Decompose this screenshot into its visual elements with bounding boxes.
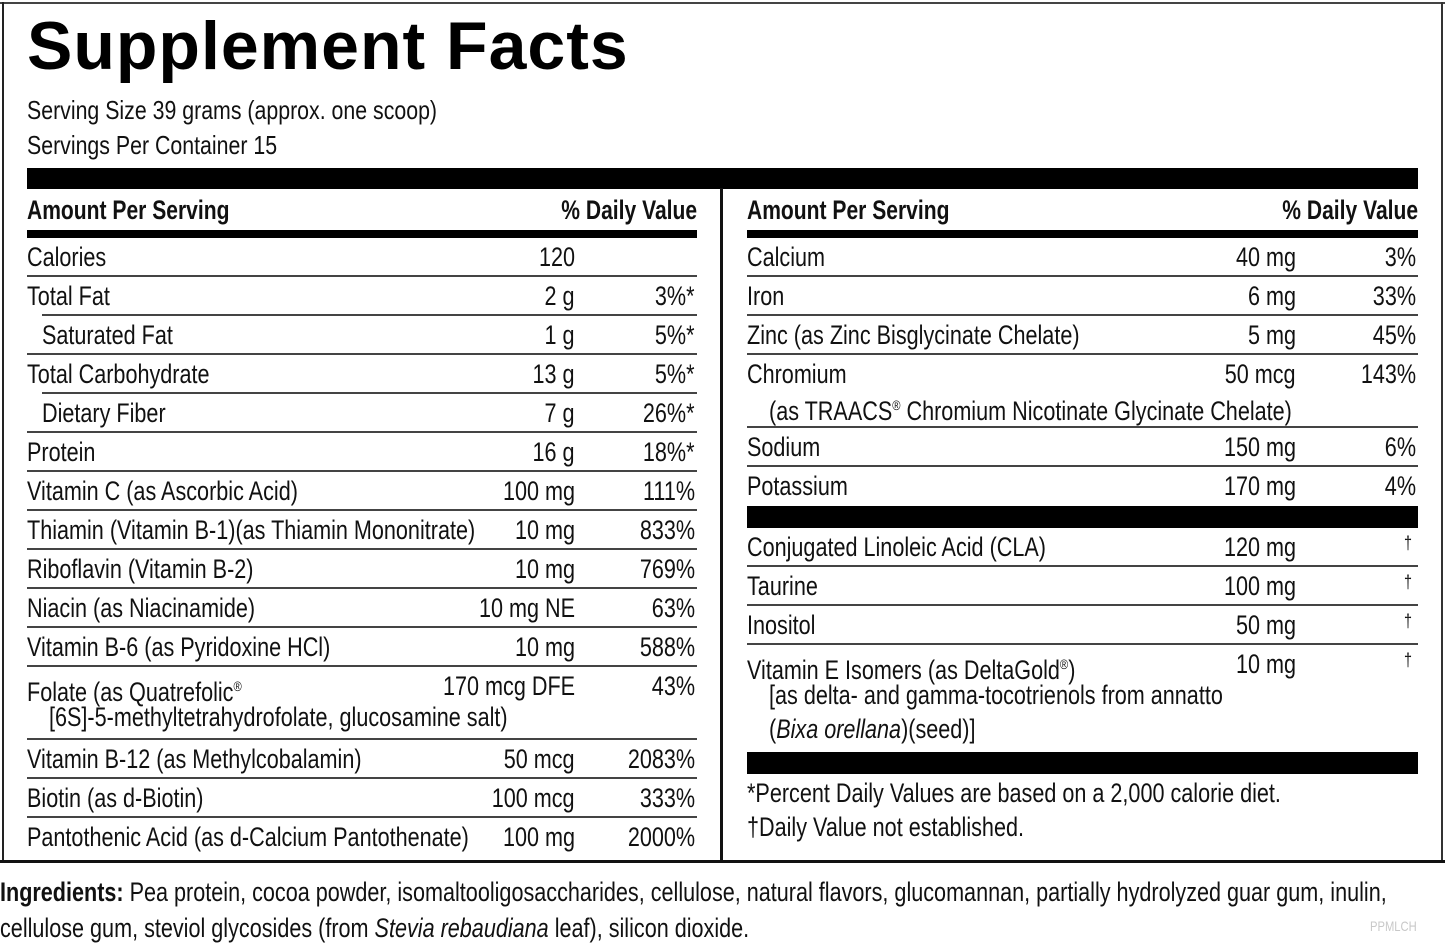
ingredients-statement: [0, 874, 1387, 946]
column-divider: [720, 188, 723, 860]
nutrient-row: [27, 511, 697, 550]
nutrient-row: [747, 277, 1418, 316]
nutrient-daily-value: 26%*: [643, 398, 695, 428]
nutrient-name-close: ): [1068, 655, 1076, 685]
nutrient-amount: 10 mg: [514, 632, 575, 662]
nutrient-daily-value: 45%: [1372, 320, 1416, 350]
nutrient-row: [27, 628, 697, 667]
header-rule: [27, 230, 697, 238]
frame-bottom-border: [0, 860, 1445, 863]
nutrient-name: [747, 606, 815, 644]
nutrient-row: [747, 316, 1418, 355]
frame-left-border: [2, 2, 4, 863]
nutrient-name-text: Saturated Fat: [42, 320, 173, 350]
nutrient-daily-value: 588%: [639, 632, 695, 662]
left-nutrient-list: [27, 238, 697, 857]
nutrient-row: [27, 277, 697, 316]
nutrient-daily-value: 143%: [1360, 359, 1416, 389]
ingredients-line-2: cellulose gum, steviol glycosides (from: [0, 913, 375, 943]
nutrient-name: [747, 316, 1080, 354]
nutrient-row: [747, 528, 1418, 567]
nutrient-row: [27, 667, 697, 740]
nutrient-name-text: Conjugated Linoleic Acid (CLA): [747, 532, 1046, 562]
nutrient-name-text: Folate (as Quatrefolic: [27, 677, 234, 707]
nutrient-name: [747, 238, 825, 276]
nutrient-row: [27, 472, 697, 511]
nutrient-name-text: Vitamin B-6 (as Pyridoxine HCl): [27, 632, 331, 662]
nutrient-row: [747, 355, 1418, 428]
nutrient-name: [27, 355, 210, 393]
nutrient-amount: 150 mg: [1223, 432, 1296, 462]
nutrient-amount: 10 mg NE: [478, 593, 575, 623]
registered-mark: ®: [1059, 656, 1069, 672]
nutrient-name: [747, 467, 848, 505]
header-thick-bar: [27, 168, 1418, 189]
footnote-dv-not-established: †Daily Value not established.: [747, 812, 1024, 842]
nutrient-name: [42, 394, 166, 432]
ingredients-line-2-end: leaf), silicon dioxide.: [548, 913, 750, 943]
nutrient-name: [27, 818, 469, 856]
nutrient-name: [27, 238, 106, 276]
nutrient-name: [27, 779, 203, 817]
nutrient-daily-value: 3%*: [655, 281, 695, 311]
nutrient-name-text: Thiamin (Vitamin B-1)(as Thiamin Mononitrate): [27, 515, 476, 545]
nutrient-name: [747, 277, 784, 315]
nutrient-name: [27, 550, 253, 588]
nutrient-row: [27, 394, 697, 433]
nutrient-name-text: Inositol: [747, 610, 816, 640]
nutrient-amount: 100 mg: [502, 822, 575, 852]
nutrient-name-detail-text: Chromium Nicotinate Glycinate Chelate): [900, 396, 1292, 426]
nutrient-daily-value: 2083%: [627, 744, 695, 774]
nutrient-name: [747, 355, 847, 393]
nutrient-amount: 170 mcg DFE: [442, 671, 575, 701]
nutrient-name-text: Iron: [747, 281, 785, 311]
left-column-header: [27, 190, 697, 230]
nutrient-amount: 50 mg: [1235, 610, 1296, 640]
nutrient-row: [27, 550, 697, 589]
nutrient-name: [27, 433, 95, 471]
nutrient-name-detail: [6S]-5-methyltetrahydrofolate, glucosamine salt): [49, 702, 508, 732]
nutrient-name: [27, 277, 110, 315]
footnote-percent-dv: *Percent Daily Values are based on a 2,000 calorie diet.: [747, 778, 1281, 808]
frame-top-border: [0, 2, 1445, 4]
nutrient-name-text: Calcium: [747, 242, 826, 272]
nutrient-row: [27, 818, 697, 857]
nutrient-row: [747, 645, 1418, 752]
nutrient-name: [42, 316, 173, 354]
nutrient-amount: 10 mg: [514, 515, 575, 545]
daily-value-label: % Daily Value: [561, 194, 697, 225]
nutrient-name-text: Pantothenic Acid (as d-Calcium Pantothenate): [27, 822, 469, 852]
nutrient-daily-value: †: [1403, 611, 1412, 631]
nutrient-row: [27, 589, 697, 628]
ingredients-label: Ingredients:: [0, 877, 124, 907]
nutrient-name-text: Chromium: [747, 359, 847, 389]
servings-per-container: Servings Per Container 15: [27, 130, 278, 160]
nutrient-name: [27, 740, 362, 778]
nutrient-name-text: Taurine: [747, 571, 818, 601]
nutrient-amount: 6 mg: [1247, 281, 1296, 311]
nutrient-name-text: Vitamin C (as Ascorbic Acid): [27, 476, 298, 506]
nutrient-daily-value: 769%: [639, 554, 695, 584]
nutrient-daily-value: 333%: [639, 783, 695, 813]
nutrient-row: [27, 316, 697, 355]
page-title: Supplement Facts: [27, 8, 629, 84]
nutrient-name-text: Vitamin B-12 (as Methylcobalamin): [27, 744, 362, 774]
nutrient-amount: 100 mg: [1223, 571, 1296, 601]
frame-right-border: [1441, 2, 1443, 863]
nutrient-name-source: [769, 713, 976, 745]
nutrient-name: [747, 528, 1046, 566]
nutrient-amount: 1 g: [544, 320, 575, 350]
registered-mark: ®: [892, 397, 901, 413]
nutrient-daily-value: 5%*: [655, 359, 695, 389]
nutrient-name-text: Riboflavin (Vitamin B-2): [27, 554, 254, 584]
nutrient-amount: 120: [538, 242, 575, 272]
nutrient-name: [27, 472, 298, 510]
nutrient-row: [27, 238, 697, 277]
right-nutrient-list: [747, 238, 1418, 506]
nutrient-amount: 100 mg: [502, 476, 575, 506]
nutrient-row: [27, 355, 697, 394]
nutrient-daily-value: 18%*: [643, 437, 695, 467]
nutrient-name-text: Sodium: [747, 432, 821, 462]
section-thick-bar: [747, 506, 1418, 528]
nutrient-row: [747, 238, 1418, 277]
ingredients-species: Stevia rebaudiana: [374, 913, 549, 943]
left-column: [27, 190, 697, 857]
nutrient-row: [27, 740, 697, 779]
nutrient-amount: 5 mg: [1247, 320, 1296, 350]
nutrient-name-text: Vitamin E Isomers (as DeltaGold: [747, 655, 1060, 685]
nutrient-name: [747, 428, 820, 466]
nutrient-name-source-text: (: [769, 714, 777, 744]
nutrient-daily-value: 33%: [1372, 281, 1416, 311]
nutrient-row: [747, 467, 1418, 506]
nutrient-amount: 50 mcg: [504, 744, 575, 774]
nutrient-name-text: Niacin (as Niacinamide): [27, 593, 256, 623]
nutrient-name-source-text: )(seed)]: [901, 714, 976, 744]
nutrient-row: [747, 428, 1418, 467]
ingredients-line-1: Pea protein, cocoa powder, isomaltooligosaccharides, cellulose, natural flavors, glucomannan, partially hydrolyzed guar gum, inulin,: [123, 877, 1387, 907]
footer-thick-bar: [747, 752, 1418, 774]
nutrient-name-detail-text: (as TRAACS: [769, 396, 893, 426]
nutrient-name-text: Calories: [27, 242, 107, 272]
nutrient-daily-value: 3%: [1384, 242, 1416, 272]
nutrient-amount: 7 g: [544, 398, 575, 428]
nutrient-name-text: Biotin (as d-Biotin): [27, 783, 204, 813]
nutrient-name-text: Total Fat: [27, 281, 110, 311]
nutrient-amount: 16 g: [532, 437, 575, 467]
nutrient-daily-value: 4%: [1384, 471, 1416, 501]
nutrient-daily-value: 111%: [642, 476, 695, 506]
nutrient-row: [747, 567, 1418, 606]
nutrient-row: [27, 779, 697, 818]
nutrient-name-detail: [769, 389, 1292, 427]
header-rule: [747, 230, 1418, 238]
nutrient-name: [27, 589, 255, 627]
nutrient-daily-value: 43%: [651, 671, 695, 701]
product-code: PPMLCH: [1370, 918, 1417, 934]
nutrient-daily-value: †: [1403, 572, 1412, 592]
registered-mark: ®: [233, 678, 242, 694]
botanical-name: Bixa orellana: [776, 714, 902, 744]
nutrient-amount: 13 g: [532, 359, 575, 389]
amount-per-serving-label: Amount Per Serving: [27, 194, 230, 225]
nutrient-amount: 120 mg: [1223, 532, 1296, 562]
nutrient-name: [27, 628, 330, 666]
nutrient-amount: 170 mg: [1223, 471, 1296, 501]
nutrient-daily-value: 5%*: [655, 320, 695, 350]
nutrient-row: [747, 606, 1418, 645]
nutrient-daily-value: †: [1403, 650, 1412, 670]
nutrient-name-text: Dietary Fiber: [42, 398, 166, 428]
nutrient-name-text: Total Carbohydrate: [27, 359, 210, 389]
right-column: [747, 190, 1418, 774]
nutrient-name-text: Zinc (as Zinc Bisglycinate Chelate): [747, 320, 1080, 350]
nutrient-name: [747, 567, 818, 605]
nutrient-name-text: Protein: [27, 437, 96, 467]
nutrient-amount: 50 mcg: [1225, 359, 1296, 389]
right-other-ingredients-list: [747, 528, 1418, 752]
nutrient-name: [27, 511, 475, 549]
nutrient-daily-value: 6%: [1384, 432, 1416, 462]
nutrient-daily-value: 2000%: [627, 822, 695, 852]
nutrient-name-detail: [as delta- and gamma-tocotrienols from annatto: [769, 680, 1223, 710]
right-column-header: [747, 190, 1418, 230]
nutrient-amount: 10 mg: [514, 554, 575, 584]
nutrient-amount: 10 mg: [1235, 649, 1296, 679]
amount-per-serving-label: Amount Per Serving: [747, 194, 950, 225]
nutrient-row: [27, 433, 697, 472]
nutrient-amount: 100 mcg: [492, 783, 575, 813]
serving-size: Serving Size 39 grams (approx. one scoop): [27, 95, 438, 125]
nutrient-name-text: Potassium: [747, 471, 848, 501]
nutrient-daily-value: 833%: [639, 515, 695, 545]
nutrient-daily-value: 63%: [651, 593, 695, 623]
daily-value-label: % Daily Value: [1282, 194, 1418, 225]
nutrient-daily-value: †: [1403, 533, 1412, 553]
nutrient-amount: 2 g: [544, 281, 575, 311]
nutrient-amount: 40 mg: [1235, 242, 1296, 272]
